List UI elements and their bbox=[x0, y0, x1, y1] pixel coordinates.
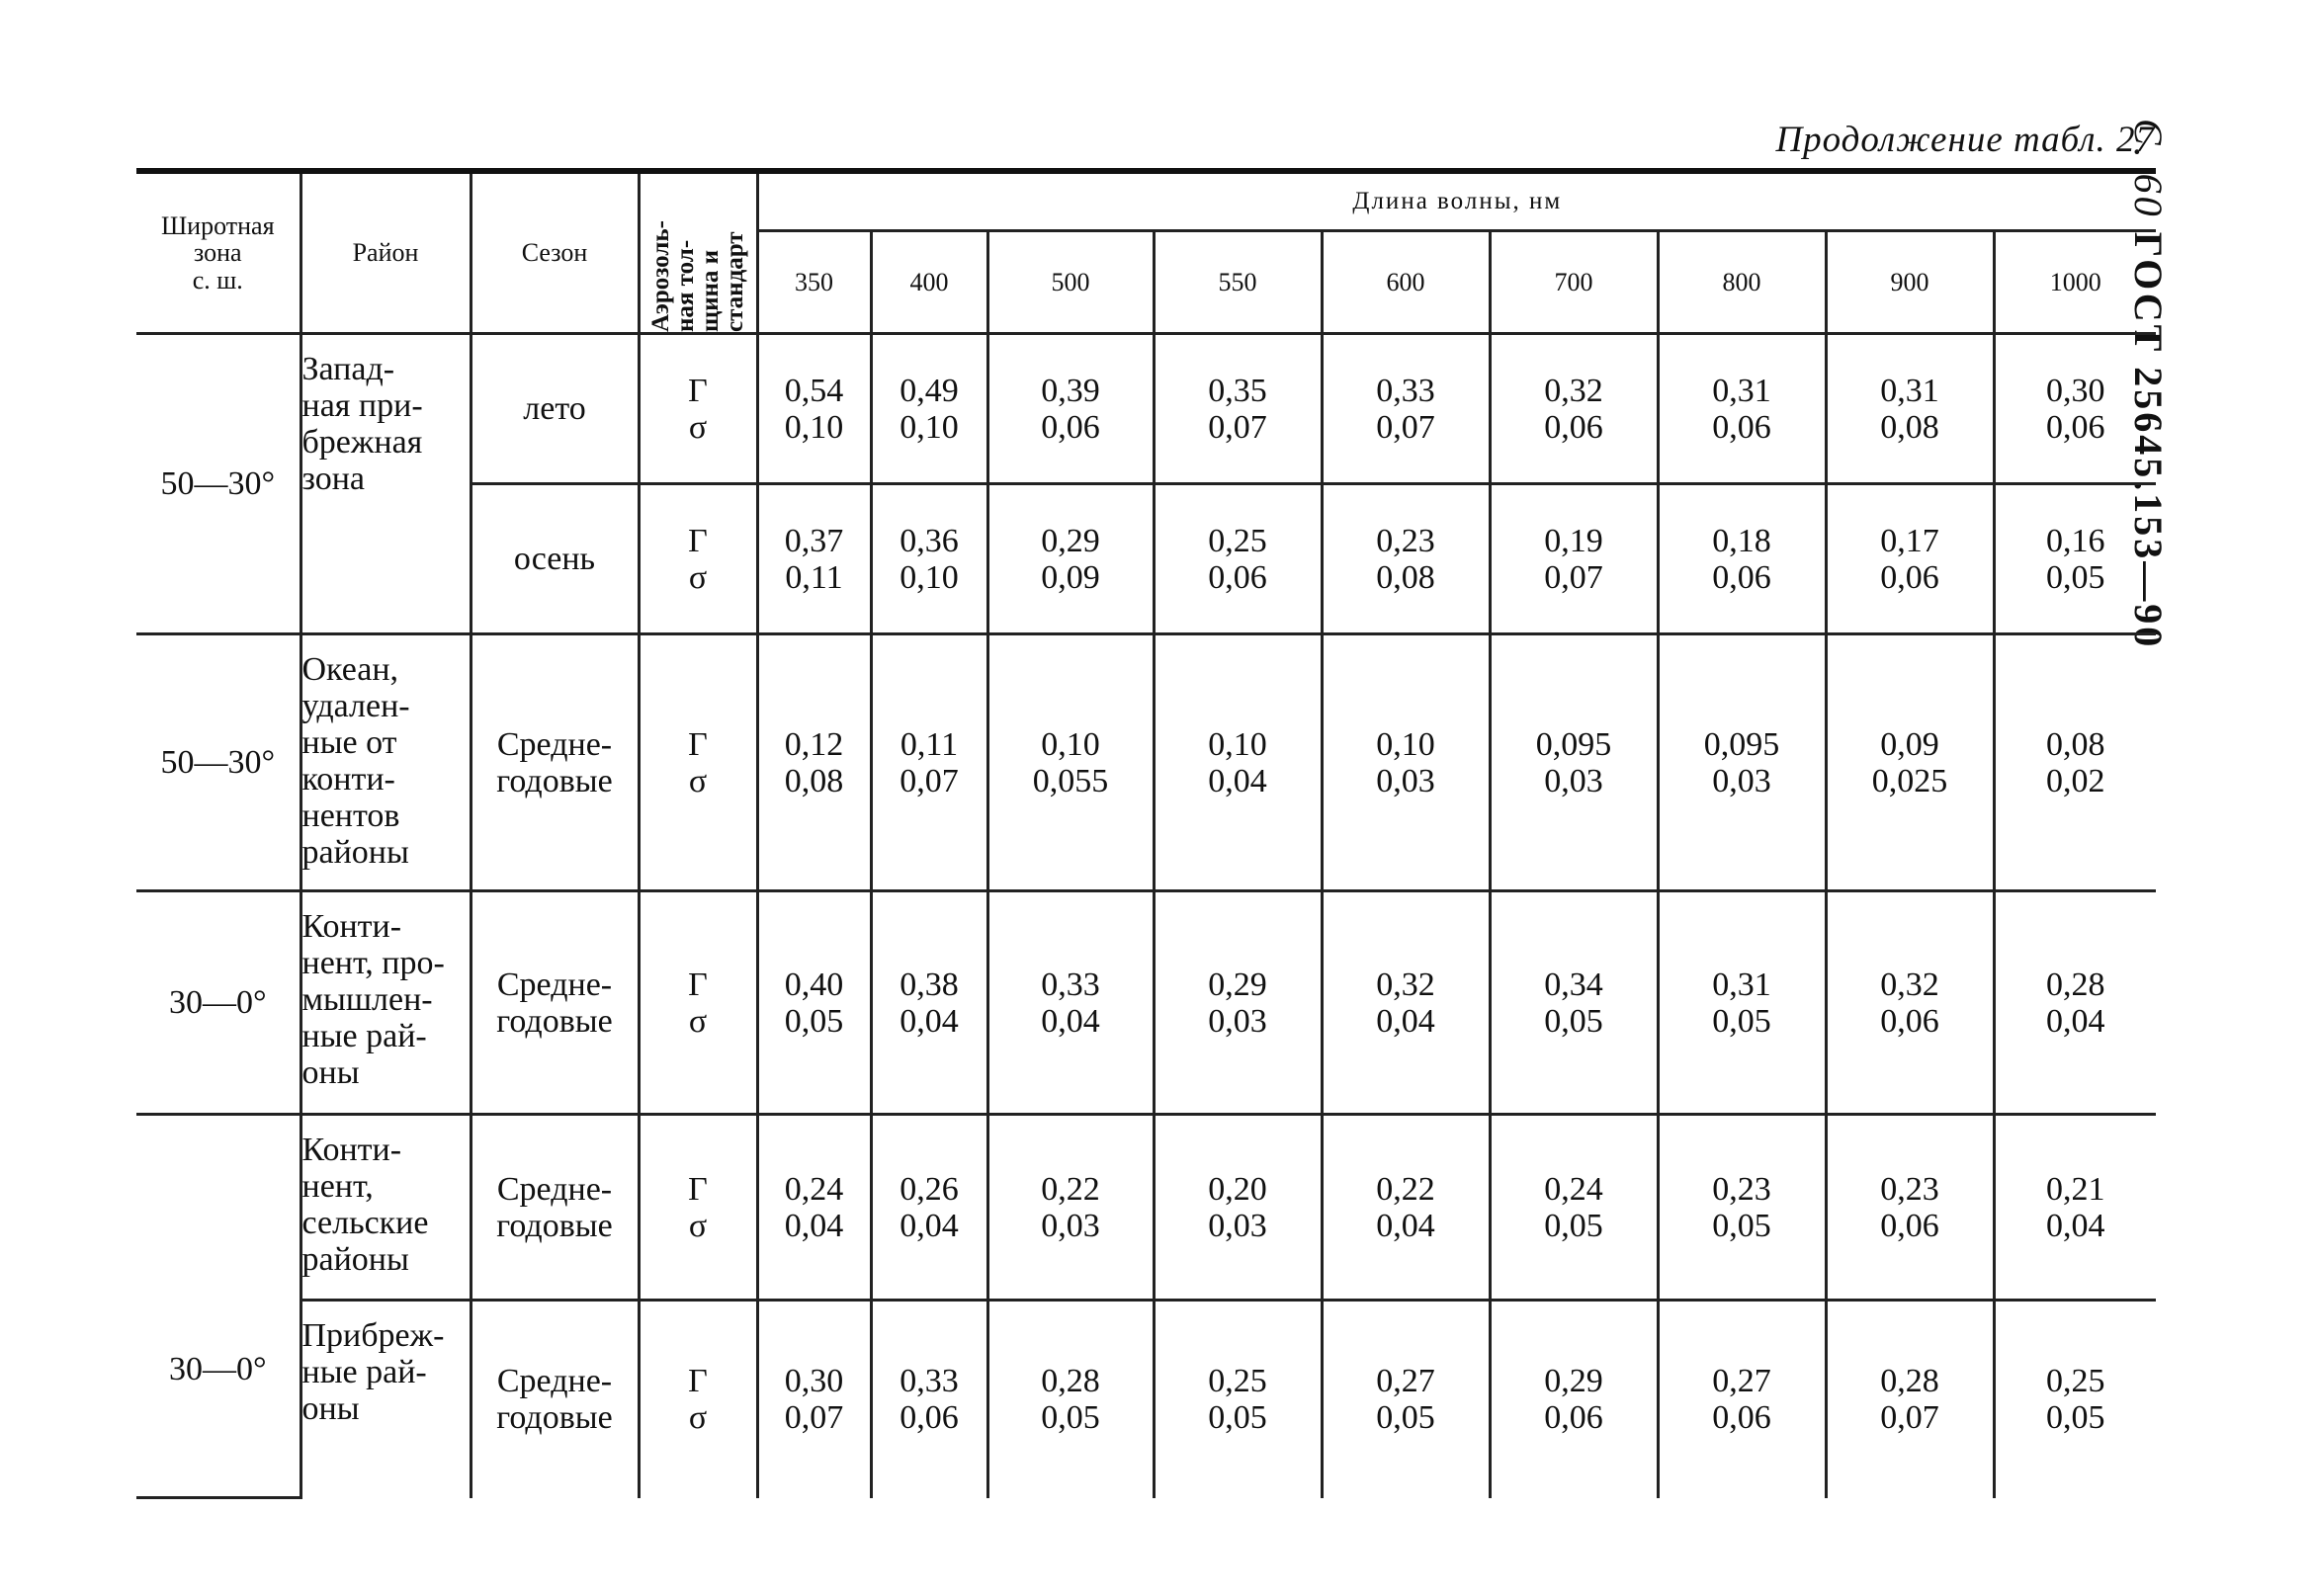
value-sigma: 0,06 bbox=[1208, 558, 1267, 596]
header-wavelength-value: 900 bbox=[1826, 231, 1994, 334]
header-aerosol-line: стандарт bbox=[722, 231, 748, 332]
region-cell bbox=[300, 1115, 471, 1301]
value-cell bbox=[757, 634, 871, 891]
value-sigma: 0,025 bbox=[1871, 762, 1948, 799]
header-region: Район bbox=[300, 171, 471, 334]
value-gamma: 0,40 bbox=[784, 966, 844, 1003]
standard-symbol: Г bbox=[688, 1363, 708, 1400]
season-line: Средне- bbox=[496, 725, 613, 763]
value-gamma: 0,26 bbox=[900, 1170, 959, 1208]
value-sigma: 0,06 bbox=[1880, 1207, 1939, 1244]
value-sigma: 0,05 bbox=[2046, 1399, 2105, 1437]
value-cell bbox=[987, 891, 1154, 1115]
header-aerosol bbox=[639, 171, 757, 334]
value-sigma: 0,06 bbox=[1880, 1002, 1939, 1040]
value-sigma: 0,07 bbox=[1544, 558, 1603, 596]
value-sigma: 0,06 bbox=[2046, 408, 2105, 446]
header-wavelength-value: 700 bbox=[1490, 231, 1658, 334]
value-sigma: 0,06 bbox=[900, 1399, 959, 1437]
value-cell bbox=[757, 1115, 871, 1301]
header-aerosol-line: щина и bbox=[697, 249, 724, 332]
aerosol-table bbox=[136, 168, 2156, 1499]
value-sigma: 0,08 bbox=[784, 762, 844, 799]
value-sigma: 0,10 bbox=[900, 558, 959, 596]
value-sigma: 0,11 bbox=[785, 558, 843, 596]
value-gamma: 0,36 bbox=[900, 522, 959, 559]
value-gamma: 0,19 bbox=[1544, 522, 1603, 559]
page-number: С. 60 bbox=[2126, 119, 2171, 219]
value-sigma: 0,06 bbox=[1544, 408, 1603, 446]
value-sigma: 0,06 bbox=[1544, 1399, 1603, 1437]
value-gamma: 0,17 bbox=[1880, 522, 1939, 559]
value-cell bbox=[1658, 634, 1826, 891]
header-wavelength-value: 1000 bbox=[1994, 231, 2156, 334]
value-sigma: 0,04 bbox=[900, 1002, 959, 1040]
value-gamma: 0,09 bbox=[1880, 725, 1939, 763]
zone-cell bbox=[136, 1115, 300, 1498]
value-gamma: 0,29 bbox=[1208, 966, 1267, 1003]
value-gamma: 0,32 bbox=[1880, 966, 1939, 1003]
value-cell bbox=[1826, 1301, 1994, 1498]
value-gamma: 0,10 bbox=[1208, 725, 1267, 763]
value-gamma: 0,25 bbox=[1208, 1363, 1267, 1400]
value-gamma: 0,28 bbox=[2046, 966, 2105, 1003]
zone-label: 30—0° bbox=[168, 1351, 267, 1387]
value-cell bbox=[1154, 634, 1322, 891]
value-gamma: 0,49 bbox=[900, 372, 959, 409]
region-line: зона bbox=[301, 461, 366, 497]
value-gamma: 0,30 bbox=[2046, 372, 2105, 409]
value-gamma: 0,32 bbox=[1544, 372, 1603, 409]
value-gamma: 0,10 bbox=[1041, 725, 1100, 763]
value-gamma: 0,38 bbox=[900, 966, 959, 1003]
season-line: Средне- bbox=[496, 1363, 613, 1400]
region-line: мышлен- bbox=[301, 981, 433, 1018]
region-line: нент, bbox=[301, 1168, 374, 1205]
value-sigma: 0,05 bbox=[784, 1002, 844, 1040]
value-sigma: 0,04 bbox=[2046, 1207, 2105, 1244]
standard-cell bbox=[639, 634, 757, 891]
value-cell bbox=[987, 1115, 1154, 1301]
standard-symbol: σ bbox=[688, 762, 708, 799]
value-gamma: 0,25 bbox=[1208, 522, 1267, 559]
value-sigma: 0,03 bbox=[1712, 762, 1771, 799]
table-row bbox=[136, 1301, 2156, 1498]
value-gamma: 0,24 bbox=[1544, 1170, 1603, 1208]
value-cell bbox=[1322, 334, 1490, 484]
value-gamma: 0,30 bbox=[784, 1363, 844, 1400]
value-sigma: 0,04 bbox=[900, 1207, 959, 1244]
header-season: Сезон bbox=[471, 171, 639, 334]
value-cell bbox=[1490, 1301, 1658, 1498]
value-sigma: 0,07 bbox=[1208, 408, 1267, 446]
value-gamma: 0,33 bbox=[900, 1363, 959, 1400]
value-cell bbox=[1490, 634, 1658, 891]
standard-cell bbox=[639, 1301, 757, 1498]
value-sigma: 0,06 bbox=[1041, 408, 1100, 446]
value-gamma: 0,25 bbox=[2046, 1363, 2105, 1400]
season-line: Средне- bbox=[496, 966, 613, 1003]
value-cell bbox=[1994, 634, 2156, 891]
value-sigma: 0,055 bbox=[1032, 762, 1109, 799]
value-sigma: 0,03 bbox=[1041, 1207, 1100, 1244]
value-sigma: 0,08 bbox=[1880, 408, 1939, 446]
value-cell bbox=[1994, 484, 2156, 634]
region-line: оны bbox=[301, 1390, 360, 1427]
value-cell bbox=[757, 1301, 871, 1498]
value-sigma: 0,10 bbox=[784, 408, 844, 446]
value-gamma: 0,12 bbox=[784, 725, 844, 763]
table-row bbox=[136, 1115, 2156, 1301]
value-cell bbox=[871, 484, 987, 634]
value-gamma: 0,31 bbox=[1712, 372, 1771, 409]
value-cell bbox=[1826, 484, 1994, 634]
value-cell bbox=[1658, 1301, 1826, 1498]
value-gamma: 0,54 bbox=[784, 372, 844, 409]
value-gamma: 0,28 bbox=[1880, 1363, 1939, 1400]
header-aerosol-line: ная тол- bbox=[672, 239, 699, 332]
region-cell bbox=[300, 891, 471, 1115]
season-line: осень bbox=[513, 541, 596, 577]
value-gamma: 0,35 bbox=[1208, 372, 1267, 409]
table-row bbox=[136, 891, 2156, 1115]
region-line: Конти- bbox=[301, 1132, 402, 1168]
season-cell bbox=[471, 891, 639, 1115]
value-gamma: 0,28 bbox=[1041, 1363, 1100, 1400]
value-sigma: 0,09 bbox=[1041, 558, 1100, 596]
season-cell bbox=[471, 1301, 639, 1498]
region-line: Океан, bbox=[301, 651, 399, 688]
value-sigma: 0,04 bbox=[1208, 762, 1267, 799]
value-cell bbox=[1154, 891, 1322, 1115]
header-wavelength: Длина волны, нм bbox=[757, 171, 2156, 231]
standard-symbol: σ bbox=[688, 408, 708, 446]
header-aerosol-text bbox=[648, 174, 747, 332]
standard-symbol: Г bbox=[688, 1170, 708, 1208]
standard-cell bbox=[639, 484, 757, 634]
region-line: Прибреж- bbox=[301, 1317, 445, 1354]
value-gamma: 0,21 bbox=[2046, 1170, 2105, 1208]
value-cell bbox=[871, 1115, 987, 1301]
value-cell bbox=[987, 334, 1154, 484]
value-gamma: 0,23 bbox=[1880, 1170, 1939, 1208]
value-gamma: 0,23 bbox=[1712, 1170, 1771, 1208]
value-cell bbox=[1658, 484, 1826, 634]
region-line: ные от bbox=[301, 724, 397, 761]
table-row bbox=[136, 634, 2156, 891]
value-gamma: 0,24 bbox=[784, 1170, 844, 1208]
value-gamma: 0,095 bbox=[1703, 725, 1780, 763]
season-cell bbox=[471, 484, 639, 634]
value-cell bbox=[871, 891, 987, 1115]
zone-cell bbox=[136, 891, 300, 1115]
value-cell bbox=[1322, 891, 1490, 1115]
value-cell bbox=[1490, 334, 1658, 484]
value-cell bbox=[987, 1301, 1154, 1498]
header-aerosol-line: Аэрозоль- bbox=[647, 220, 674, 332]
value-cell bbox=[871, 1301, 987, 1498]
value-cell bbox=[1322, 1115, 1490, 1301]
region-line: оны bbox=[301, 1054, 360, 1091]
header-zone-line: с. ш. bbox=[192, 265, 243, 294]
value-gamma: 0,22 bbox=[1376, 1170, 1435, 1208]
region-cell bbox=[300, 634, 471, 891]
zone-cell bbox=[136, 634, 300, 891]
value-gamma: 0,20 bbox=[1208, 1170, 1267, 1208]
region-line: районы bbox=[301, 834, 409, 871]
value-gamma: 0,11 bbox=[900, 725, 959, 763]
value-cell bbox=[757, 334, 871, 484]
region-line: Конти- bbox=[301, 908, 402, 945]
value-gamma: 0,22 bbox=[1041, 1170, 1100, 1208]
value-gamma: 0,10 bbox=[1376, 725, 1435, 763]
value-sigma: 0,05 bbox=[1544, 1002, 1603, 1040]
value-gamma: 0,29 bbox=[1544, 1363, 1603, 1400]
header-wavelength-value: 550 bbox=[1154, 231, 1322, 334]
header-zone-line: зона bbox=[193, 238, 242, 268]
value-sigma: 0,05 bbox=[1712, 1002, 1771, 1040]
value-gamma: 0,27 bbox=[1712, 1363, 1771, 1400]
season-cell bbox=[471, 1115, 639, 1301]
region-line: брежная bbox=[301, 424, 423, 461]
value-sigma: 0,03 bbox=[1208, 1207, 1267, 1244]
value-sigma: 0,04 bbox=[1376, 1207, 1435, 1244]
value-sigma: 0,03 bbox=[1544, 762, 1603, 799]
region-line: нентов bbox=[301, 798, 400, 834]
region-line: ные рай- bbox=[301, 1018, 427, 1054]
value-gamma: 0,16 bbox=[2046, 522, 2105, 559]
value-cell bbox=[1826, 1115, 1994, 1301]
value-sigma: 0,05 bbox=[1041, 1399, 1100, 1437]
header-wavelength-value: 350 bbox=[757, 231, 871, 334]
value-sigma: 0,02 bbox=[2046, 762, 2105, 799]
value-sigma: 0,07 bbox=[1880, 1399, 1939, 1437]
value-sigma: 0,04 bbox=[1041, 1002, 1100, 1040]
value-cell bbox=[871, 334, 987, 484]
value-cell bbox=[1826, 334, 1994, 484]
value-cell bbox=[1322, 484, 1490, 634]
season-cell bbox=[471, 334, 639, 484]
season-line: годовые bbox=[496, 1207, 613, 1244]
region-cell bbox=[300, 334, 471, 634]
value-cell bbox=[1658, 891, 1826, 1115]
value-gamma: 0,33 bbox=[1376, 372, 1435, 409]
value-gamma: 0,095 bbox=[1535, 725, 1612, 763]
value-cell bbox=[1322, 1301, 1490, 1498]
value-sigma: 0,04 bbox=[1376, 1002, 1435, 1040]
value-cell bbox=[1658, 334, 1826, 484]
value-gamma: 0,18 bbox=[1712, 522, 1771, 559]
zone-label: 30—0° bbox=[168, 984, 267, 1021]
value-cell bbox=[871, 634, 987, 891]
value-gamma: 0,33 bbox=[1041, 966, 1100, 1003]
standard-symbol: σ bbox=[688, 1207, 708, 1244]
value-cell bbox=[1994, 1301, 2156, 1498]
value-gamma: 0,23 bbox=[1376, 522, 1435, 559]
season-line: годовые bbox=[496, 1399, 613, 1437]
value-sigma: 0,06 bbox=[1712, 408, 1771, 446]
header-wavelength-value: 500 bbox=[987, 231, 1154, 334]
value-sigma: 0,08 bbox=[1376, 558, 1435, 596]
value-gamma: 0,37 bbox=[784, 522, 844, 559]
value-cell bbox=[1994, 891, 2156, 1115]
region-line: Запад- bbox=[301, 351, 395, 387]
value-sigma: 0,04 bbox=[2046, 1002, 2105, 1040]
value-sigma: 0,07 bbox=[900, 762, 959, 799]
season-line: годовые bbox=[496, 1002, 613, 1040]
value-cell bbox=[757, 484, 871, 634]
standard-symbol: Г bbox=[688, 372, 708, 409]
standard-symbol: Г bbox=[688, 522, 708, 559]
region-line: сельские bbox=[301, 1205, 429, 1241]
value-sigma: 0,03 bbox=[1208, 1002, 1267, 1040]
season-cell bbox=[471, 634, 639, 891]
header-zone bbox=[136, 171, 300, 334]
standard-symbol: Г bbox=[688, 966, 708, 1003]
value-sigma: 0,06 bbox=[1712, 558, 1771, 596]
document-code: ГОСТ 25645.153—90 bbox=[2126, 231, 2171, 650]
value-gamma: 0,29 bbox=[1041, 522, 1100, 559]
table-row bbox=[136, 334, 2156, 484]
value-sigma: 0,05 bbox=[1376, 1399, 1435, 1437]
season-line: Средне- bbox=[496, 1170, 613, 1208]
value-sigma: 0,03 bbox=[1376, 762, 1435, 799]
standard-cell bbox=[639, 891, 757, 1115]
value-cell bbox=[987, 484, 1154, 634]
value-cell bbox=[1490, 891, 1658, 1115]
header-wavelength-value: 400 bbox=[871, 231, 987, 334]
value-gamma: 0,31 bbox=[1712, 966, 1771, 1003]
zone-cell bbox=[136, 334, 300, 634]
value-cell bbox=[1994, 334, 2156, 484]
value-sigma: 0,05 bbox=[1544, 1207, 1603, 1244]
region-cell bbox=[300, 1301, 471, 1498]
value-cell bbox=[1322, 634, 1490, 891]
zone-label: 50—30° bbox=[160, 744, 276, 781]
value-gamma: 0,27 bbox=[1376, 1363, 1435, 1400]
value-sigma: 0,06 bbox=[1712, 1399, 1771, 1437]
value-sigma: 0,06 bbox=[1880, 558, 1939, 596]
zone-label: 50—30° bbox=[160, 465, 276, 502]
standard-cell bbox=[639, 1115, 757, 1301]
value-cell bbox=[987, 634, 1154, 891]
season-line: лето bbox=[523, 390, 586, 427]
table-body bbox=[136, 334, 2156, 1498]
standard-symbol: σ bbox=[688, 1002, 708, 1040]
value-cell bbox=[1658, 1115, 1826, 1301]
standard-symbol: Г bbox=[688, 725, 708, 763]
value-cell bbox=[1490, 1115, 1658, 1301]
value-gamma: 0,32 bbox=[1376, 966, 1435, 1003]
value-cell bbox=[1154, 1115, 1322, 1301]
region-line: ная при- bbox=[301, 387, 423, 424]
header-wavelength-value: 600 bbox=[1322, 231, 1490, 334]
region-line: нент, про- bbox=[301, 945, 445, 981]
value-cell bbox=[1154, 334, 1322, 484]
header-zone-line: Широтная bbox=[160, 211, 275, 241]
value-sigma: 0,05 bbox=[2046, 558, 2105, 596]
value-sigma: 0,05 bbox=[1208, 1399, 1267, 1437]
value-cell bbox=[1826, 634, 1994, 891]
season-line: годовые bbox=[496, 762, 613, 799]
value-cell bbox=[1994, 1115, 2156, 1301]
value-sigma: 0,04 bbox=[784, 1207, 844, 1244]
region-line: районы bbox=[301, 1241, 409, 1278]
value-cell bbox=[1490, 484, 1658, 634]
standard-cell bbox=[639, 334, 757, 484]
value-sigma: 0,05 bbox=[1712, 1207, 1771, 1244]
table-caption: Продолжение табл. 27 bbox=[1775, 120, 2155, 160]
standard-symbol: σ bbox=[688, 1399, 708, 1437]
value-sigma: 0,07 bbox=[784, 1399, 844, 1437]
value-gamma: 0,39 bbox=[1041, 372, 1100, 409]
region-line: ные рай- bbox=[301, 1354, 427, 1390]
value-gamma: 0,08 bbox=[2046, 725, 2105, 763]
value-cell bbox=[757, 891, 871, 1115]
value-sigma: 0,07 bbox=[1376, 408, 1435, 446]
value-cell bbox=[1826, 891, 1994, 1115]
region-line: удален- bbox=[301, 688, 410, 724]
header-wavelength-value: 800 bbox=[1658, 231, 1826, 334]
value-sigma: 0,10 bbox=[900, 408, 959, 446]
value-gamma: 0,31 bbox=[1880, 372, 1939, 409]
value-gamma: 0,34 bbox=[1544, 966, 1603, 1003]
region-line: конти- bbox=[301, 761, 395, 798]
value-cell bbox=[1154, 1301, 1322, 1498]
value-cell bbox=[1154, 484, 1322, 634]
standard-symbol: σ bbox=[688, 558, 708, 596]
